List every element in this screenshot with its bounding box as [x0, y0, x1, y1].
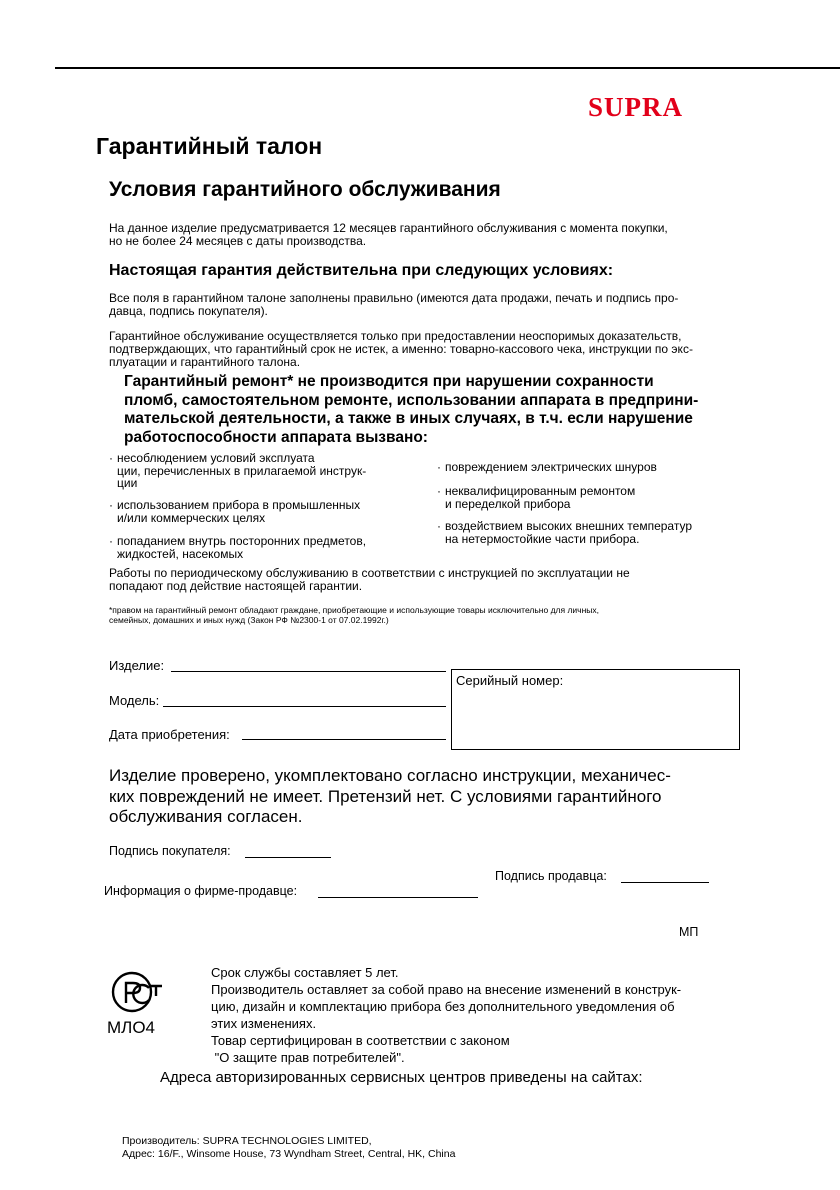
footnote: *правом на гарантийный ремонт обладают граждане, приобретающие и использующие товары исключительно для личных, семейных, домашних и иных нужд (Закон РФ №2300-1 от 07.02.1992г.) — [109, 605, 599, 625]
seller-info-line[interactable] — [318, 897, 478, 898]
buyer-signature-line[interactable] — [245, 857, 331, 858]
service-life-text: Срок службы составляет 5 лет. Производитель оставляет за собой право на внесение изменений в конструк- цию, дизайн и комплектацию прибора без дополнительного уведомления об этих изменениях. Товар сертифицирован в соответствии с законом "О защите прав потребителей". — [211, 965, 682, 1065]
bullet-right-1: · повреждением электрических шнуров — [437, 460, 657, 474]
conditions-heading: Условия гарантийного обслуживания — [109, 178, 501, 201]
model-line[interactable] — [163, 706, 446, 707]
certification-code: МЛО4 — [107, 1018, 155, 1037]
intro-text: На данное изделие предусматривается 12 месяцев гарантийного обслуживания с момента покупки, но не более 24 месяцев с даты производства. — [109, 221, 668, 248]
product-line[interactable] — [171, 671, 446, 672]
exclusion-heading: Гарантийный ремонт* не производится при нарушении сохранности пломб, самостоятельном ремонте, использовании аппарата в предприни- мательской деятельности, а также в иных случаях, в т.ч. если нарушение работоспособности аппарата вызвано: — [124, 373, 699, 446]
bullet-right-2: · неквалифицированным ремонтом и переделкой прибора — [437, 484, 636, 511]
bullet-left-1: · несоблюдением условий эксплуата ции, перечисленных в прилагаемой инструк- ции — [109, 451, 367, 490]
model-label: Модель: — [109, 693, 160, 708]
service-centers-text: Адреса авторизированных сервисных центров приведены на сайтах: — [160, 1069, 643, 1086]
date-label: Дата приобретения: — [109, 727, 230, 742]
stamp-label: МП — [679, 925, 699, 939]
bullet-right-3: · воздействием высоких внешних температур на нетермостойкие части прибора. — [437, 519, 693, 546]
validity-heading: Настоящая гарантия действительна при следующих условиях: — [109, 262, 614, 279]
manufacturer-info: Производитель: SUPRA TECHNOLOGIES LIMITED, Адрес: 16/F., Winsome House, 73 Wyndham Street, Central, HK, China — [122, 1135, 456, 1160]
seller-signature-label: Подпись продавца: — [495, 869, 607, 883]
periodic-text: Работы по периодическому обслуживанию в соответствии с инструкцией по эксплуатации не попадают под действие настоящей гарантии. — [109, 566, 630, 593]
checked-statement: Изделие проверено, укомплектовано согласно инструкции, механичес- ких повреждений не имеет. Претензий нет. С условиями гарантийного обслуживания согласен. — [109, 766, 671, 826]
product-label: Изделие: — [109, 658, 165, 673]
bullet-left-3: · попаданием внутрь посторонних предметов, жидкостей, насекомых — [109, 534, 367, 561]
brand-logo: SUPRA — [588, 92, 684, 122]
seller-signature-line[interactable] — [621, 882, 709, 883]
date-line[interactable] — [242, 739, 446, 740]
top-rule — [55, 67, 840, 69]
buyer-signature-label: Подпись покупателя: — [109, 844, 231, 858]
service-text: Гарантийное обслуживание осуществляется только при предоставлении неоспоримых доказательств, подтверждающих, что гарантийный срок не истек, а именно: товарно-кассового чека, инструкции по экс- плуатации и гарантийного талона. — [109, 329, 693, 369]
serial-number-box[interactable] — [451, 669, 740, 750]
bullet-left-2: · использованием прибора в промышленных и/или коммерческих целях — [109, 498, 361, 525]
page-title: Гарантийный талон — [96, 133, 323, 159]
seller-info-label: Информация о фирме-продавце: — [104, 884, 298, 898]
validity-text: Все поля в гарантийном талоне заполнены правильно (имеются дата продажи, печать и подпись про- давца, подпись покупателя). — [109, 291, 679, 318]
serial-label: Серийный номер: — [456, 673, 564, 688]
